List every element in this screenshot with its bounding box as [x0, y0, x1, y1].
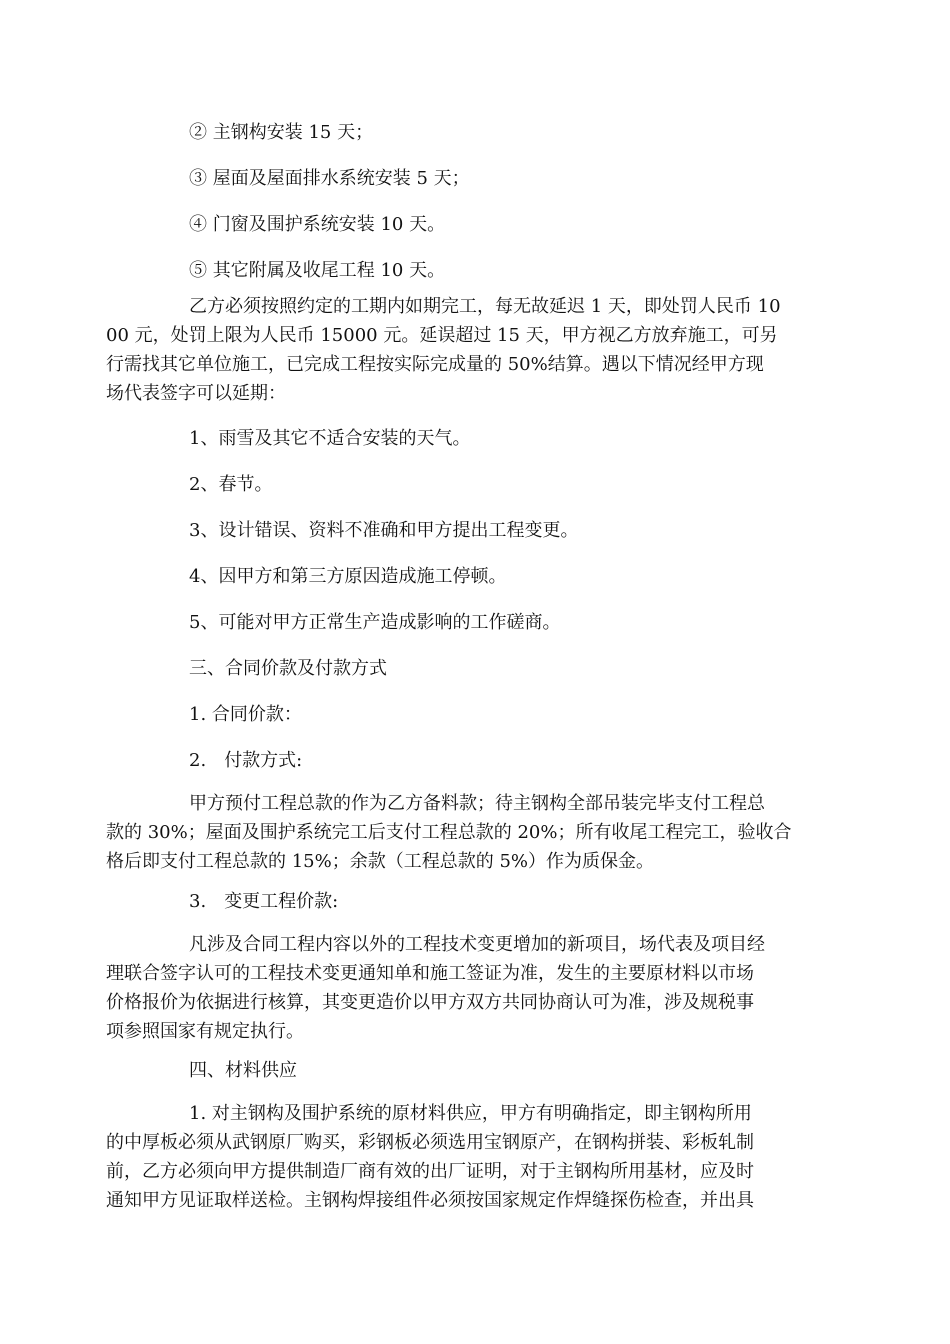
schedule-item-2: ② 主钢构安装 15 天； — [189, 122, 374, 143]
item-label: 付款方式: — [224, 750, 303, 771]
extension-item-4: 4、因甲方和第三方原因造成施工停顿。 — [189, 566, 507, 587]
schedule-item-5: ⑤ 其它附属及收尾工程 10 天。 — [189, 260, 446, 281]
material-supply-paragraph — [106, 1099, 846, 1215]
paragraph-line: 格后即支付工程总款的 15%；余款（工程总款的 5%）作为质保金。 — [106, 851, 655, 872]
delay-penalty-paragraph — [106, 292, 846, 408]
paragraph-line: 价格报价为依据进行核算，其变更造价以甲方双方共同协商认可为准，涉及规税事 — [106, 992, 754, 1013]
item-number: 3. — [189, 891, 207, 912]
extension-item-1: 1、雨雪及其它不适合安装的天气。 — [189, 428, 471, 449]
item-number: 2. — [189, 750, 207, 771]
schedule-item-3: ③ 屋面及屋面排水系统安装 5 天； — [189, 168, 470, 189]
paragraph-line: 行需找其它单位施工，已完成工程按实际完成量的 50%结算。遇以下情况经甲方现 — [106, 354, 764, 375]
payment-paragraph — [106, 789, 846, 876]
paragraph-line: 理联合签字认可的工程技术变更通知单和施工签证为准，发生的主要原材料以市场 — [106, 963, 754, 984]
item-label: 变更工程价款: — [224, 891, 339, 912]
paragraph-line: 乙方必须按照约定的工期内如期完工，每无故延迟 1 天，即处罚人民币 10 — [189, 296, 781, 317]
change-price-paragraph — [106, 930, 846, 1046]
extension-item-2: 2、春节。 — [189, 474, 273, 495]
paragraph-line: 的中厚板必须从武钢原厂购买，彩钢板必须选用宝钢原产，在钢构拼装、彩板轧制 — [106, 1132, 754, 1153]
extension-item-5: 5、可能对甲方正常生产造成影响的工作磋商。 — [189, 612, 561, 633]
paragraph-line: 凡涉及合同工程内容以外的工程技术变更增加的新项目，场代表及项目经 — [189, 934, 765, 955]
paragraph-line: 1. 对主钢构及围护系统的原材料供应，甲方有明确指定，即主钢构所用 — [189, 1103, 752, 1124]
schedule-item-4: ④ 门窗及围护系统安装 10 天。 — [189, 214, 446, 235]
paragraph-line: 场代表签字可以延期： — [106, 383, 286, 404]
paragraph-line: 项参照国家有规定执行。 — [106, 1021, 304, 1042]
contract-price-item: 1. 合同价款： — [189, 704, 302, 725]
change-price-item — [106, 887, 846, 916]
paragraph-line: 甲方预付工程总款的作为乙方备料款；待主钢构全部吊装完毕支付工程总 — [189, 793, 765, 814]
section-3-heading: 三、合同价款及付款方式 — [189, 658, 387, 679]
paragraph-line: 前，乙方必须向甲方提供制造厂商有效的出厂证明，对于主钢构所用基材，应及时 — [106, 1161, 754, 1182]
extension-item-3: 3、设计错误、资料不准确和甲方提出工程变更。 — [189, 520, 579, 541]
paragraph-line: 通知甲方见证取样送检。主钢构焊接组件必须按国家规定作焊缝探伤检查，并出具 — [106, 1190, 754, 1211]
section-4-heading: 四、材料供应 — [189, 1060, 297, 1081]
paragraph-line: 00 元，处罚上限为人民币 15000 元。延误超过 15 天，甲方视乙方放弃施工，可另 — [106, 325, 778, 346]
paragraph-line: 款的 30%；屋面及围护系统完工后支付工程总款的 20%；所有收尾工程完工，验收合 — [106, 822, 792, 843]
payment-method-item — [106, 746, 846, 775]
